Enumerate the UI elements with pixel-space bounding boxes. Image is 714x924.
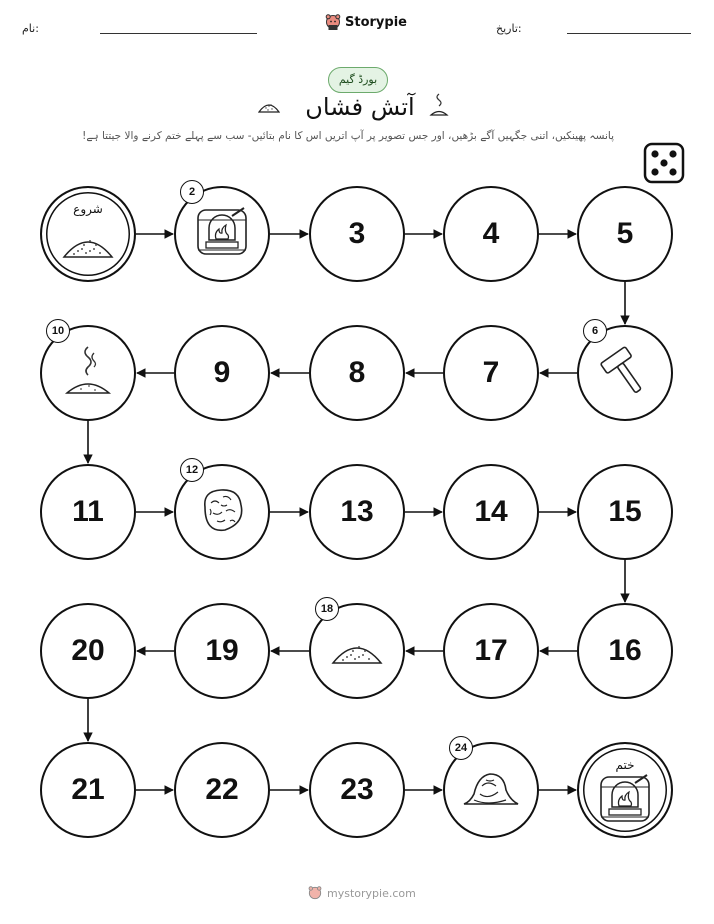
space-number-badge: 6 (583, 319, 607, 343)
smoking-mound-icon (61, 343, 115, 403)
space-number: 23 (340, 773, 374, 806)
start-label: شروع (73, 202, 103, 216)
space-number: 22 (205, 773, 239, 806)
space-number: 15 (608, 495, 642, 528)
board-space-17 (443, 603, 539, 699)
board-space-23 (309, 742, 405, 838)
board-space-11 (40, 464, 136, 560)
storypie-mascot-icon (308, 885, 322, 901)
start-space (40, 186, 136, 282)
rock-icon (195, 483, 249, 541)
kiln-icon (192, 204, 252, 264)
board-space-19 (174, 603, 270, 699)
space-number: 16 (608, 634, 642, 667)
board-space-21 (40, 742, 136, 838)
space-number: 17 (474, 634, 508, 667)
board-space-13 (309, 464, 405, 560)
board-space-15 (577, 464, 673, 560)
space-number-badge: 10 (46, 319, 70, 343)
space-number: 11 (72, 495, 104, 528)
board-space-22 (174, 742, 270, 838)
kiln-icon (595, 771, 655, 831)
space-number-badge: 18 (315, 597, 339, 621)
space-number: 14 (474, 495, 508, 528)
finish-space (577, 742, 673, 838)
space-number: 13 (340, 495, 374, 528)
space-number: 3 (348, 217, 366, 250)
instructions: پانسہ پھینکیں، اتنی جگہیں آگے بڑھیں، اور جس تصویر پر آپ اتریں اس کا نام بتائیں- سب سے پہلے ختم کرنے والا جیتتا ہے! (82, 130, 614, 142)
space-number: 20 (71, 634, 105, 667)
finish-label: ختم (615, 758, 635, 772)
space-number: 5 (616, 217, 634, 250)
board-space-8 (309, 325, 405, 421)
sand-pile-icon (329, 629, 385, 673)
board-space-4 (443, 186, 539, 282)
space-number: 21 (71, 773, 105, 806)
game-type-badge: بورڈ گیم (328, 67, 388, 93)
board-space-9 (174, 325, 270, 421)
board-space-14 (443, 464, 539, 560)
space-number: 8 (348, 356, 366, 389)
date-label: تاریخ: (496, 22, 522, 35)
board-space-16 (577, 603, 673, 699)
space-number: 7 (482, 356, 500, 389)
sand-pile-icon (60, 223, 116, 267)
space-number-badge: 24 (449, 736, 473, 760)
space-number: 4 (482, 217, 500, 250)
board-space-20 (40, 603, 136, 699)
space-number: 9 (213, 356, 231, 389)
hammer-icon (598, 343, 652, 403)
space-number-badge: 2 (180, 180, 204, 204)
space-number-badge: 12 (180, 458, 204, 482)
name-label: نام: (22, 22, 39, 35)
board-space-3 (309, 186, 405, 282)
lava-mound-icon (460, 764, 522, 816)
page-title: آتش فشاں (305, 93, 415, 121)
footer-url[interactable]: mystorypie.com (327, 886, 416, 900)
board-space-7 (443, 325, 539, 421)
footer (308, 885, 416, 901)
board-space-5 (577, 186, 673, 282)
space-number: 19 (205, 634, 239, 667)
brand-name: Storypie (345, 14, 407, 30)
